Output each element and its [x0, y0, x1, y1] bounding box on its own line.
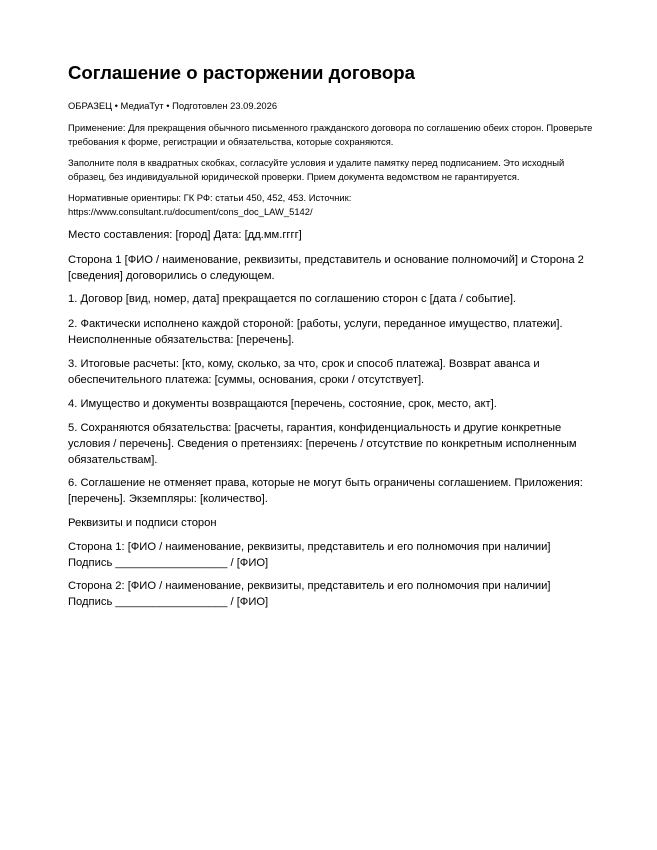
application-note: Применение: Для прекращения обычного письменного гражданского договора по соглашению обеих сторон. Проверьте требования к форме, регистрации и обязательства, которые сохраняются. — [68, 122, 593, 147]
clause-2: 2. Фактически исполнено каждой стороной: [работы, услуги, переданное имущество, платежи]. Неисполненные обязательства: [перечень]. — [68, 318, 563, 346]
party-2-signature-line: Подпись __________________ / [ФИО] — [68, 596, 269, 608]
clause-6: 6. Соглашение не отменяет права, которые не могут быть ограничены соглашением. Приложения: [перечень]. Экземпляры: [количество]. — [68, 477, 583, 505]
clause-3: 3. Итоговые расчеты: [кто, кому, сколько, за что, срок и способ платежа]. Возврат аванса и обеспечительного платежа: [суммы, основания, сроки / отсутствует]. — [68, 358, 540, 386]
party-1-signature-line: Подпись __________________ / [ФИО] — [68, 557, 269, 569]
clause-4: 4. Имущество и документы возвращаются [перечень, состояние, срок, место, акт]. — [68, 398, 497, 410]
normative-line-1: Нормативные ориентиры: ГК РФ: статьи 450, 452, 453. Источник: — [68, 192, 352, 203]
document-meta: ОБРАЗЕЦ • МедиаТут • Подготовлен 23.09.2026 — [68, 100, 278, 111]
signatures-heading: Реквизиты и подписи сторон — [68, 517, 217, 529]
clause-5: 5. Сохраняются обязательства: [расчеты, гарантия, конфиденциальность и другие конкретные условия / перечень]. Сведения о претензиях: [перечень / отсутствие по конкретным исполненным обязательствам]. — [68, 422, 577, 466]
normative-source-url: https://www.consultant.ru/document/cons_doc_LAW_5142/ — [68, 206, 313, 217]
party-1-details: Сторона 1: [ФИО / наименование, реквизиты, представитель и его полномочия при наличии] — [68, 541, 551, 553]
party-2-details: Сторона 2: [ФИО / наименование, реквизиты, представитель и его полномочия при наличии] — [68, 580, 551, 592]
document-title: Соглашение о расторжении договора — [68, 62, 415, 83]
place-date-line: Место составления: [город] Дата: [дд.мм.гггг] — [68, 229, 302, 241]
parties-intro: Сторона 1 [ФИО / наименование, реквизиты, представитель и основание полномочий] и Сторона 2 [сведения] договорились о следующем. — [68, 254, 584, 282]
fill-note: Заполните поля в квадратных скобках, согласуйте условия и удалите памятку перед подписанием. Это исходный образец, без индивидуальной юридической проверки. Прием документа ведомством не гарантируется. — [68, 157, 565, 182]
clause-1: 1. Договор [вид, номер, дата] прекращается по соглашению сторон с [дата / событие]. — [68, 293, 517, 305]
